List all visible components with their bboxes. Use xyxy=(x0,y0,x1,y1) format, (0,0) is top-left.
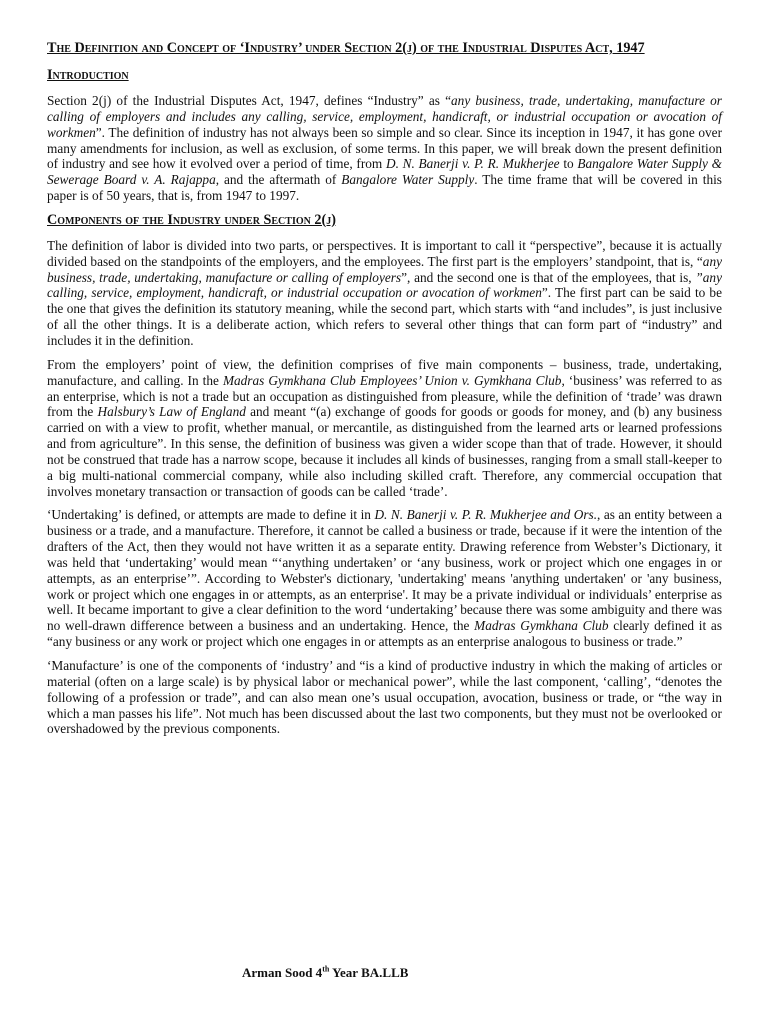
case-citation-text: D. N. Banerji v. P. R. Mukherjee xyxy=(385,156,560,172)
paragraph-text: , as an entity between a business or a trade, and a manufacture. Therefore, it cannot be called a business or trade, because if it were the intention of the drafters of the Act, then they would not have written it as a separate entity. Drawing reference from Webster’s Dictionary, it was held that ‘undertaking’ would mean “‘anything undertaken’ or ‘any business, work or project which one engages in or attempts, as an enterprise’”. According to Webster's dictionary, 'undertaking' means 'anything undertaken' or 'any business, work or project which one engages in or attempts, as an enterprise'. It may be a private individual or individuals’ enterprise as well. It became important to give a clear definition to the word ‘undertaking’ because there was some ambiguity and there was no well-drawn difference between a business and an undertaking. Hence, the xyxy=(47,507,722,634)
paragraph-text: and meant “(a) exchange of goods for goods or goods for money, and (b) any business carried on with a view to profit, whether manual, or mercantile, as distinguished from the learned arts or learned professions and from agriculture”. In this sense, the definition of business was given a wider scope than that of trade. However, it should not be construed that trade has a narrow scope, because it includes all kinds of businesses, ranging from a small stall-keeper to a big multi-national commercial company, while also including skilled craft. Therefore, any commercial occupation that involves monetary transaction or transaction of goods can be called ‘trade’. xyxy=(47,404,722,499)
case-citation-text: Madras Gymkhana Club Employees’ Union v. Gymkhana Club xyxy=(222,372,562,388)
paragraph-text: Section 2(j) of the Industrial Disputes Act, 1947, defines “Industry” as “ xyxy=(47,93,452,108)
case-citation-text: Bangalore Water Supply xyxy=(341,172,475,188)
section-heading: Introduction xyxy=(47,67,129,83)
document-body xyxy=(47,67,722,737)
paragraph-text: ”. The definition of industry has not always been so simple and so clear. Since its inception in 1947, it has gone over many amendments for inclusion, as well as exclusion, of some terms. In this paper, we will break down the present definition of industry and see how it evolved over a period of time, from xyxy=(47,124,722,172)
paragraph-text: clearly defined it as “any business or any work or project which one engages in or attempts as an enterprise analogous to business or trade.” xyxy=(47,618,722,650)
paragraph-text: to xyxy=(559,156,578,172)
footer-author-name: Arman Sood 4 xyxy=(242,965,323,980)
paragraph-text: ‘Manufacture’ is one of the components of ‘industry’ and “is a kind of productive industry in which the making of articles or material (often on a large scale) is by physical labor or mechanical power”, while the last component, ‘calling’, “denotes the following of a profession or trade”, and can also mean one’s usual occupation, avocation, business or trade, or “the way in which a man passes his life”. Not much has been discussed about the last two components, but they must not be overlooked or overshadowed by the previous components. xyxy=(47,658,722,737)
paragraph-text: The definition of labor is divided into two parts, or perspectives. It is important to call it “perspective”, because it is actually divided based on the standpoints of the employers, and the employees. The first part is the employers’ standpoint, that is, “ xyxy=(47,237,722,269)
body-paragraph xyxy=(47,507,722,650)
paragraph-text: ”. The first part can be said to be the one that gives the definition its statutory meaning, while the second part, which starts with “and includes”, is just inclusive of all the other things. It is a deliberate action, which refers to several other things that can form part of “industry” and includes it in the definition. xyxy=(47,285,722,348)
paragraph-text: ‘Undertaking’ is defined, or attempts are made to define it in xyxy=(47,507,375,523)
footer-author xyxy=(0,965,768,981)
paragraph-text: . The time frame that will be covered in this paper is of 50 years, that is, from 1947 to 1997. xyxy=(47,172,722,204)
paragraph-text: , and the aftermath of xyxy=(215,172,342,188)
body-paragraph xyxy=(47,93,722,204)
body-paragraph xyxy=(47,238,722,349)
paragraph-text: From the employers’ point of view, the definition comprises of five main components – business, trade, undertaking, manufacture, and calling. In the xyxy=(47,356,722,388)
case-citation-text: ”any calling, service, employment, handicraft, or industrial occupation or avocation of workmen xyxy=(47,269,722,301)
case-citation-text: Bangalore Water Supply & Sewerage Board v. A. Rajappa xyxy=(47,156,723,188)
paragraph-text: ”, and the second one is that of the employees, that is, xyxy=(401,269,696,285)
case-citation-text: any business, trade, undertaking, manufacture or calling of employers xyxy=(47,253,722,285)
case-citation-text: Madras Gymkhana Club xyxy=(474,618,609,634)
section-heading: Components of the Industry under Section 2(j) xyxy=(47,211,336,228)
footer-course: Year BA.LLB xyxy=(329,965,409,980)
paragraph-text: , ‘business’ was referred to as an enterprise, which is not a trade but an occupation as distinguished from pleasure, while the definition of ‘trade’ was drawn from the xyxy=(47,372,723,420)
footer-superscript: th xyxy=(322,964,330,974)
body-paragraph xyxy=(47,357,722,500)
document-title: The Definition and Concept of ‘Industry’ under Section 2(j) of the Industrial Disputes Act, 1947 xyxy=(47,40,645,56)
case-citation-text: Halsbury’s Law of England xyxy=(97,404,246,420)
case-citation-text: D. N. Banerji v. P. R. Mukherjee and Ors. xyxy=(374,507,598,523)
body-paragraph xyxy=(47,658,722,737)
case-citation-text: any business, trade, undertaking, manufacture or calling of employers and includes any calling, service, employment, handicraft, or industrial occupation or avocation of workmen xyxy=(47,93,722,140)
